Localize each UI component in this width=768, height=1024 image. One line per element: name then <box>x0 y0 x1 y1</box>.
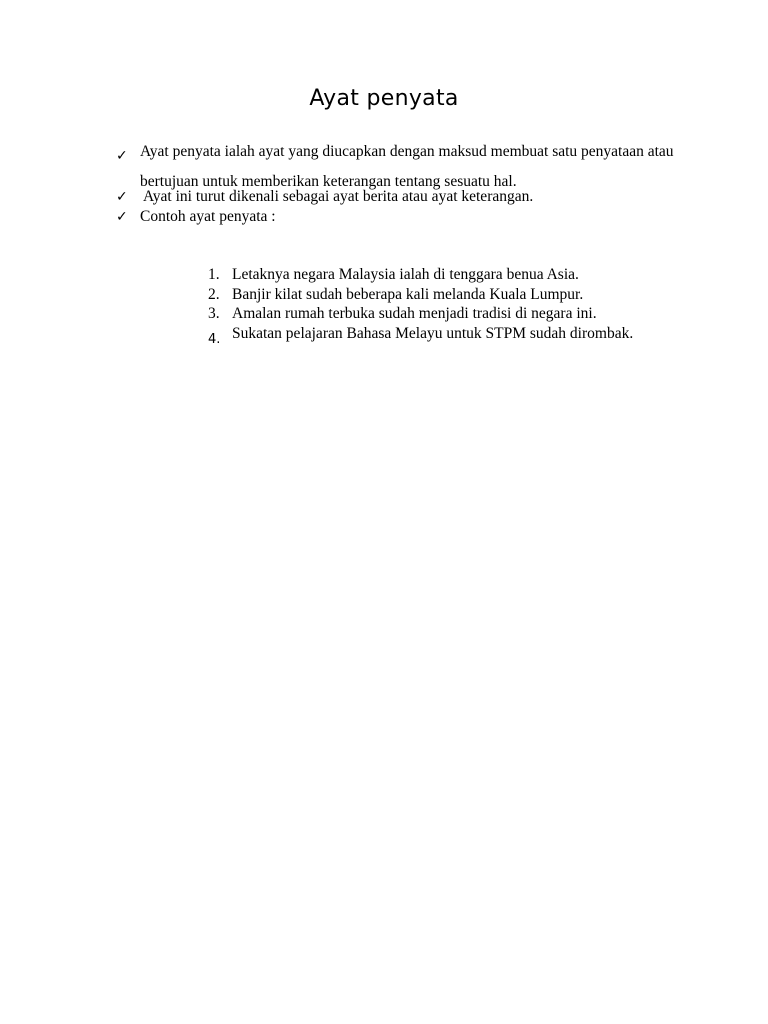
bullet-list <box>116 141 676 227</box>
list-item <box>116 187 676 207</box>
list-number: 1. <box>208 266 220 283</box>
list-number: 2. <box>208 285 220 303</box>
check-icon: ✓ <box>116 148 128 164</box>
list-item <box>204 319 684 349</box>
example-text: Sukatan pelajaran Bahasa Melayu untuk STPM sudah dirombak. <box>232 324 634 342</box>
list-item <box>204 285 684 305</box>
example-list <box>204 265 684 349</box>
list-number: 3. <box>208 305 220 322</box>
check-icon: ✓ <box>116 209 128 225</box>
example-text: Amalan rumah terbuka sudah menjadi tradisi di negara ini. <box>232 305 597 322</box>
bullet-text: Ayat ini turut dikenali sebagai ayat berita atau ayat keterangan. <box>140 188 534 205</box>
bullet-text: Ayat penyata ialah ayat yang diucapkan dengan maksud membuat satu penyataan atau bertujuan untuk memberikan keterangan tentang sesuatu hal. <box>140 143 674 190</box>
list-item <box>204 265 684 285</box>
check-icon: ✓ <box>116 189 128 205</box>
list-item <box>116 207 676 227</box>
list-number: 4. <box>208 331 221 347</box>
example-text: Banjir kilat sudah beberapa kali melanda Kuala Lumpur. <box>232 285 584 303</box>
example-text: Letaknya negara Malaysia ialah di tenggara benua Asia. <box>232 266 579 283</box>
page-title: Ayat penyata <box>309 86 459 111</box>
bullet-text: Contoh ayat penyata : <box>140 208 276 225</box>
